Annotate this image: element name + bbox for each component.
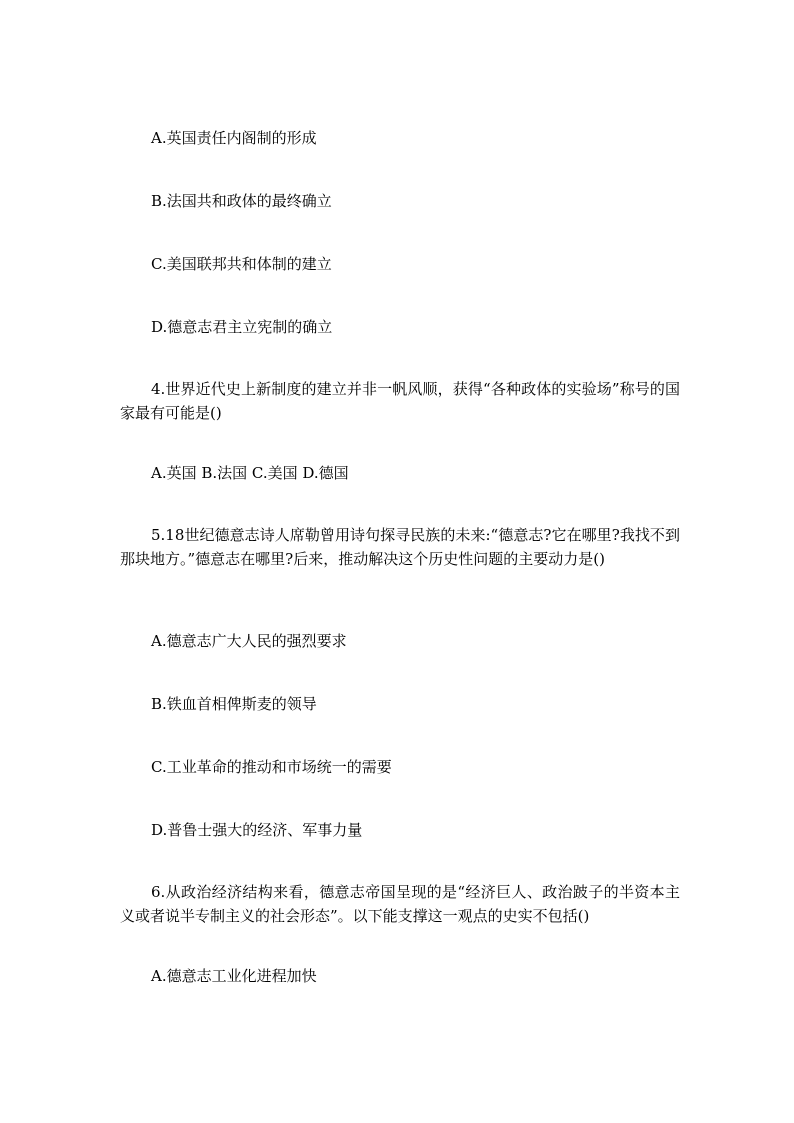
option-5c: C.工业革命的推动和市场统一的需要: [151, 758, 392, 776]
option-3b: B.法国共和政体的最终确立: [151, 192, 332, 210]
question-4-options: A.英国 B.法国 C.美国 D.德国: [151, 464, 349, 482]
option-6a: A.德意志工业化进程加快: [151, 967, 317, 985]
option-3a: A.英国责任内阁制的形成: [151, 129, 317, 147]
option-5a: A.德意志广大人民的强烈要求: [151, 632, 347, 650]
question-4: 4.世界近代史上新制度的建立并非一帆风顺，获得“各种政体的实验场”称号的国家最有可能是(): [120, 380, 680, 422]
question-6: 6.从政治经济结构来看，德意志帝国呈现的是“经济巨人、政治跛子的半资本主义或者说半专制主义的社会形态”。以下能支撑这一观点的史实不包括(): [120, 883, 680, 925]
option-5d: D.普鲁士强大的经济、军事力量: [151, 821, 363, 839]
question-5: 5.18世纪德意志诗人席勒曾用诗句探寻民族的未来:“德意志?它在哪里?我找不到那块地方。”德意志在哪里?后来，推动解决这个历史性问题的主要动力是(): [120, 526, 680, 568]
option-3d: D.德意志君主立宪制的确立: [151, 318, 333, 336]
option-5b: B.铁血首相俾斯麦的领导: [151, 695, 317, 713]
option-3c: C.美国联邦共和体制的建立: [151, 255, 332, 273]
